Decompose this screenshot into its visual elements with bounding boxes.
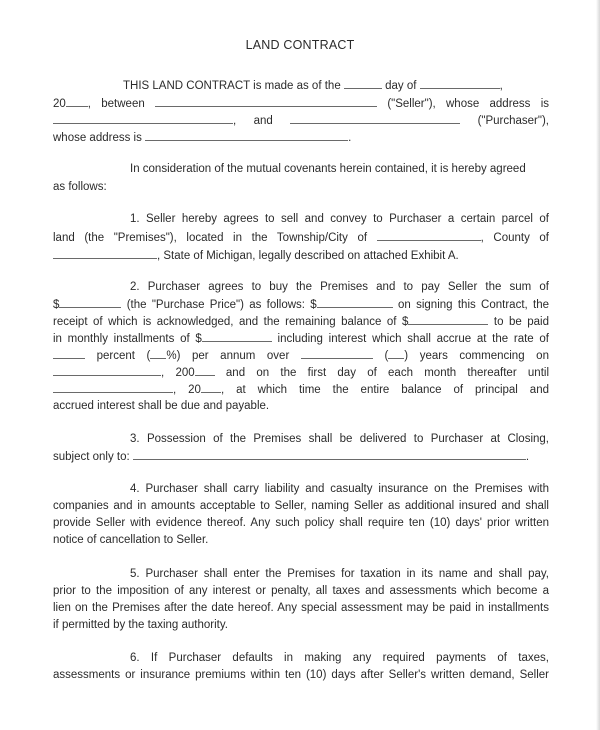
section-5-line-1: 5. Purchaser shall enter the Premises for taxation in its name and shall pay, [130,568,549,580]
purchase-price-blank[interactable] [59,297,121,308]
section-5-line-2: prior to the imposition of any interest or penalty, all taxes and assessments which become a [53,585,549,597]
section-3-line-2: subject only to: . [53,451,530,463]
section-1-line-3: , State of Michigan, legally described on attached Exhibit A. [53,248,549,263]
section-4-line-1: 4. Purchaser shall carry liability and casualty insurance on the Premises with [130,483,549,495]
section-2-line-3: receipt of which is acknowledged, and the remaining balance of $ to be paid [53,316,549,328]
intro-line-3: , and ("Purchaser"), [53,113,549,128]
page-edge-shadow [596,0,600,730]
section-2-line-8: accrued interest shall be due and payable. [53,400,270,412]
document-title: LAND CONTRACT [245,38,355,52]
seller-name-blank[interactable] [155,96,377,107]
seller-address-blank[interactable] [53,113,233,124]
section-2-line-6: , 200 and on the first day of each month thereafter until [53,365,549,380]
commencing-date-blank[interactable] [53,365,161,376]
day-blank[interactable] [344,78,382,89]
purchaser-address-blank[interactable] [145,130,348,141]
intro-line-1: THIS LAND CONTRACT is made as of the day of , [123,80,503,92]
section-6-line-2: assessments or insurance premiums within ten (10) days after Seller's written demand, Seller [53,669,549,681]
consideration-line-2: as follows: [53,181,107,193]
balloon-year-blank[interactable] [201,382,221,393]
monthly-installment-blank[interactable] [202,331,272,342]
section-2-line-7: , 20 , at which time the entire balance of principal and [53,382,549,397]
purchaser-name-blank[interactable] [290,113,460,124]
possession-exceptions-blank[interactable] [133,449,526,460]
down-payment-blank[interactable] [317,297,393,308]
section-4-line-3: provide Seller with evidence thereof. Any such policy shall require ten (10) days' prior written [53,517,549,529]
commencing-year-blank[interactable] [195,365,215,376]
year-blank[interactable] [66,96,88,107]
township-blank[interactable] [377,230,481,241]
consideration-line-1: In consideration of the mutual covenants herein contained, it is hereby agreed [130,163,526,175]
section-5-line-4: if permitted by the taxing authority. [53,619,228,631]
years-words-blank[interactable] [301,348,373,359]
section-1-line-1: 1. Seller hereby agrees to sell and convey to Purchaser a certain parcel of [130,213,549,225]
rate-words-blank[interactable] [53,348,85,359]
intro-line-2: 20 , between ("Seller"), whose address is [53,98,550,110]
intro-line-4: whose address is . [53,132,352,144]
balloon-date-blank[interactable] [53,382,173,393]
section-2-line-5: percent ( %) per annum over ( ) years commencing on [53,348,549,363]
years-number-blank[interactable] [388,348,404,359]
county-blank[interactable] [53,248,157,259]
section-1-line-2: land (the "Premises"), located in the Township/City of , County of [53,232,549,244]
section-4-line-2: companies and in amounts acceptable to Seller, naming Seller as additional insured and shall [53,500,549,512]
remaining-balance-blank[interactable] [408,314,488,325]
section-2-line-2: $ (the "Purchase Price") as follows: $ on signing this Contract, the [53,299,549,311]
section-6-line-1: 6. If Purchaser defaults in making any required payments of taxes, [130,652,549,664]
section-3-line-1: 3. Possession of the Premises shall be delivered to Purchaser at Closing, [130,433,549,445]
section-2-line-4: in monthly installments of $ including interest which shall accrue at the rate of [53,333,549,345]
month-blank[interactable] [420,78,500,89]
section-5-line-3: lien on the Premises after the date hereof. Any special assessment may be paid in installments [53,602,549,614]
rate-number-blank[interactable] [150,348,166,359]
section-4-line-4: notice of cancellation to Seller. [53,534,209,546]
section-2-line-1: 2. Purchaser agrees to buy the Premises and to pay Seller the sum of [130,281,549,293]
